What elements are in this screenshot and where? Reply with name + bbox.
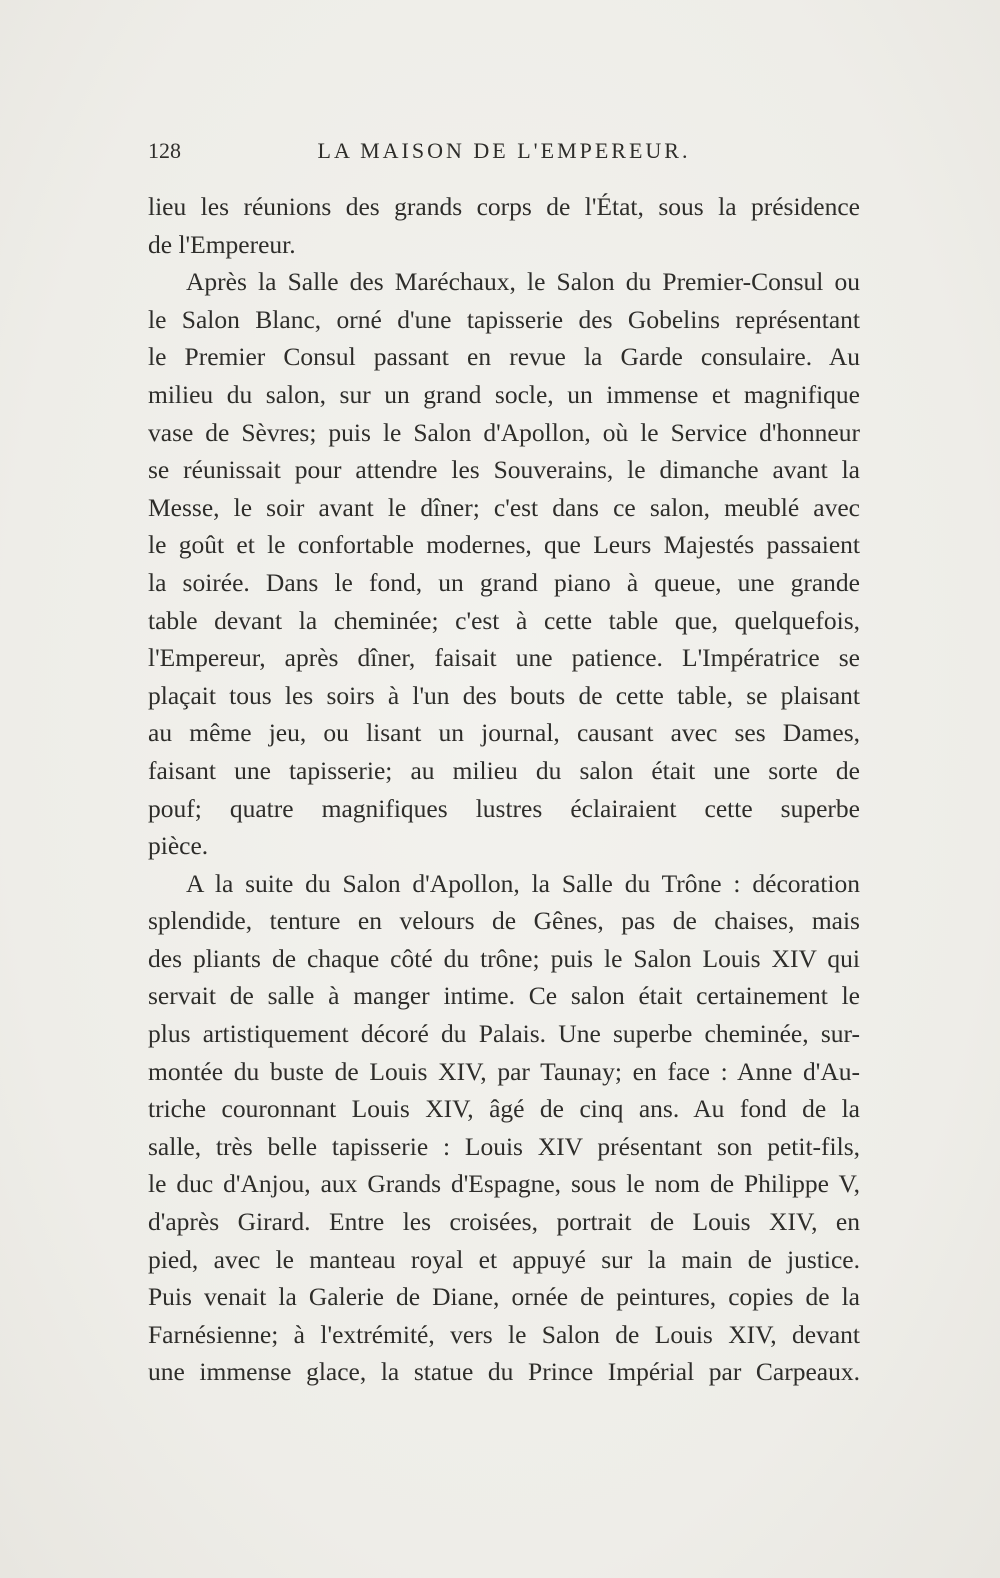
text-line: A la suite du Salon d'Apollon, la Salle du Trône : décoration: [186, 868, 860, 898]
text-line: montée du buste de Louis XIV, par Taunay; en face : Anne d'Au-: [148, 1056, 860, 1086]
text-line: l'Empereur, après dîner, faisait une patience. L'Impératrice se: [148, 643, 860, 673]
text-line: la soirée. Dans le fond, un grand piano à queue, une grande: [148, 567, 860, 597]
text-line: le Salon Blanc, orné d'une tapisserie des Gobelins représentant: [148, 304, 860, 334]
text-line: d'après Girard. Entre les croisées, portrait de Louis XIV, en: [148, 1207, 860, 1237]
text-line: une immense glace, la statue du Prince Impérial par Carpeaux.: [148, 1357, 860, 1387]
running-head: LA MAISON DE L'EMPEREUR.: [317, 138, 691, 163]
text-line: au même jeu, ou lisant un journal, causant avec ses Dames,: [148, 718, 860, 748]
text-line: milieu du salon, sur un grand socle, un immense et magnifique: [148, 379, 860, 409]
text-line: plaçait tous les soirs à l'un des bouts de cette table, se plaisant: [148, 680, 860, 710]
text-line: servait de salle à manger intime. Ce salon était certainement le: [148, 981, 860, 1011]
text-line: salle, très belle tapisserie : Louis XIV présentant son petit-fils,: [148, 1131, 860, 1161]
text-line: lieu les réunions des grands corps de l'État, sous la présidence: [148, 192, 860, 221]
text-line: Après la Salle des Maréchaux, le Salon du Premier-Consul ou: [186, 267, 860, 297]
text-line: plus artistiquement décoré du Palais. Une superbe cheminée, sur-: [148, 1019, 860, 1049]
page-header: [148, 138, 860, 174]
text-line: se réunissait pour attendre les Souverains, le dimanche avant la: [148, 455, 860, 485]
text-line: le Premier Consul passant en revue la Garde consulaire. Au: [148, 342, 860, 372]
body-text: [148, 188, 860, 1391]
text-line: pied, avec le manteau royal et appuyé sur la main de justice.: [148, 1244, 860, 1274]
page-number: 128: [148, 138, 181, 163]
text-line: faisant une tapisserie; au milieu du salon était une sorte de: [148, 755, 860, 785]
text-line: pièce.: [148, 831, 209, 861]
text-line: vase de Sèvres; puis le Salon d'Apollon, où le Service d'honneur: [148, 417, 860, 447]
text-line: Messe, le soir avant le dîner; c'est dans ce salon, meublé avec: [148, 492, 860, 522]
text-line: des pliants de chaque côté du trône; puis le Salon Louis XIV qui: [148, 943, 860, 973]
text-line: table devant la cheminée; c'est à cette table que, quelquefois,: [148, 605, 860, 635]
text-line: le goût et le confortable modernes, que Leurs Majestés passaient: [148, 530, 860, 560]
text-line: Farnésienne; à l'extrémité, vers le Salon de Louis XIV, devant: [148, 1319, 860, 1349]
text-line: le duc d'Anjou, aux Grands d'Espagne, sous le nom de Philippe V,: [148, 1169, 860, 1199]
text-line: pouf; quatre magnifiques lustres éclairaient cette superbe: [148, 793, 860, 823]
text-line: triche couronnant Louis XIV, âgé de cinq ans. Au fond de la: [148, 1094, 860, 1124]
text-line: splendide, tenture en velours de Gênes, pas de chaises, mais: [148, 906, 860, 936]
text-line: Puis venait la Galerie de Diane, ornée de peintures, copies de la: [148, 1282, 860, 1312]
text-line: de l'Empereur.: [148, 229, 296, 259]
